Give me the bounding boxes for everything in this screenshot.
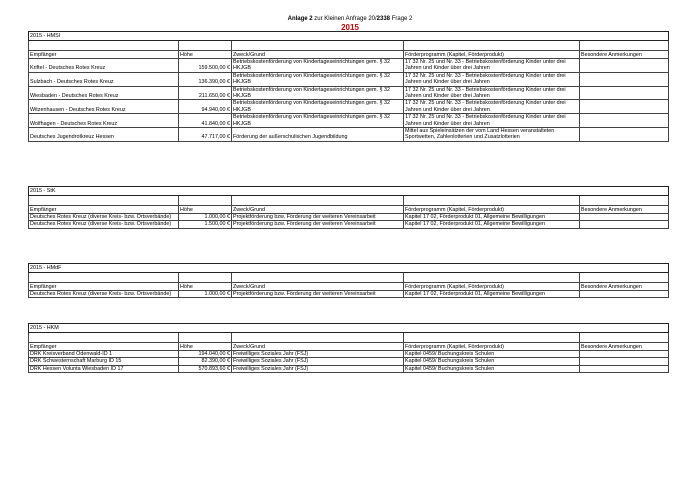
cell-notes [580,86,669,100]
table-row [29,365,669,372]
cell-amount: 1.000,00 € [179,291,232,298]
cell-purpose: Förderung der außerschulischen Jugendbildung [232,128,404,142]
cell-amount: 47.717,00 € [179,128,232,142]
table-row [29,214,669,221]
table-row [29,351,669,358]
section-title: 2015 - HMdF [29,264,669,273]
cell-purpose: Projektförderung bzw. Förderung der weiteren Vereinsarbeit [232,221,404,228]
cell-program: Kapitel 17 02, Förderprodukt 01, Allgemeine Bewilligungen [404,214,580,221]
cell-amount: 194.040,00 € [179,351,232,358]
section-table-hkm [28,323,669,373]
cell-recipient: Wiesbaden - Deutsches Rotes Kreuz [29,86,179,100]
table-row [29,86,669,100]
header-middle: zur Kleinen Anfrage 20/ [312,16,377,22]
cell-program: 17 32 Nr. 25 und Nr. 33 - Betriebskostenförderung Kinder unter drei Jahren und Kinder über drei Jahren [404,72,580,86]
cell-purpose: Betriebskostenförderung von Kindertageseinrichtungen gem. § 32 HKJGB [232,59,404,73]
cell-program: Kapitel 0459/ Buchungskreis Schulen [404,351,580,358]
section-title: 2015 - HMSI [29,32,669,41]
cell-program: Kapitel 17 02, Förderprodukt 01, Allgemeine Bewilligungen [404,221,580,228]
cell-program: Mittel aus Spieleinsätzen der vom Land Hessen veranstalteten Sportwetten, Zahlenlotterien und Zusatzlotterien [404,128,580,142]
col-header-recipient: Empfänger [29,343,179,351]
col-header-program: Förderprogramm (Kapitel, Förderprodukt) [404,51,580,59]
table-row [29,72,669,86]
cell-recipient: Kriftel - Deutsches Rotes Kreuz [29,59,179,73]
cell-recipient: Deutsches Jugendrotkreuz Hessen [29,128,179,142]
header-suffix: Frage 2 [390,16,413,22]
col-header-program: Förderprogramm (Kapitel, Förderprodukt) [404,206,580,214]
cell-purpose: Betriebskostenförderung von Kindertageseinrichtungen gem. § 32 HKJGB [232,86,404,100]
cell-purpose: Freiwilliges Soziales Jahr (FSJ) [232,365,404,372]
cell-recipient: Deutsches Rotes Kreuz (diverse Kreis- bzw. Ortsverbände) [29,221,179,228]
table-row [29,114,669,128]
section-table-stk [28,186,669,229]
cell-notes [580,72,669,86]
cell-purpose: Projektförderung bzw. Förderung der weiteren Vereinsarbeit [232,291,404,298]
cell-program: Kapitel 17 02, Förderprodukt 01, Allgemeine Bewilligungen [404,291,580,298]
col-header-recipient: Empfänger [29,283,179,291]
table-row [29,100,669,114]
table-row [29,59,669,73]
cell-amount: 211.650,00 € [179,86,232,100]
cell-program: 17 32 Nr. 25 und Nr. 33 - Betriebskostenförderung Kinder unter drei Jahren und Kinder über drei Jahren [404,100,580,114]
cell-purpose: Betriebskostenförderung von Kindertageseinrichtungen gem. § 32 HKJGB [232,114,404,128]
table-row [29,291,669,298]
col-header-amount: Höhe [179,206,232,214]
table-row [29,358,669,365]
document-header [0,15,700,23]
cell-program: Kapitel 0459/ Buchungskreis Schulen [404,358,580,365]
cell-notes [580,114,669,128]
cell-recipient: DRK Schwesternschaft Marburg ID 15 [29,358,179,365]
cell-program: Kapitel 0459/ Buchungskreis Schulen [404,365,580,372]
col-header-program: Förderprogramm (Kapitel, Förderprodukt) [404,283,580,291]
cell-recipient: Witzenhausen - Deutsches Rotes Kreuz [29,100,179,114]
cell-amount: 94.940,00 € [179,100,232,114]
cell-recipient: DRK Hessen Volunta Wiesbaden ID 17 [29,365,179,372]
cell-notes [580,100,669,114]
cell-purpose: Betriebskostenförderung von Kindertageseinrichtungen gem. § 32 HKJGB [232,72,404,86]
col-header-recipient: Empfänger [29,206,179,214]
cell-purpose: Freiwilliges Soziales Jahr (FSJ) [232,351,404,358]
col-header-notes: Besondere Anmerkungen [580,343,669,351]
section-table-hmsi [28,31,669,142]
cell-recipient: Deutsches Rotes Kreuz (diverse Kreis- bzw. Ortsverbände) [29,291,179,298]
col-header-notes: Besondere Anmerkungen [580,283,669,291]
cell-program: 17 32 Nr. 25 und Nr. 33 - Betriebskostenförderung Kinder unter drei Jahren und Kinder über drei Jahren [404,59,580,73]
col-header-notes: Besondere Anmerkungen [580,51,669,59]
cell-recipient: DRK Kreisverband Odenwald-ID 1 [29,351,179,358]
cell-notes [580,291,669,298]
col-header-purpose: Zweck/Grund [232,51,404,59]
cell-amount: 41.840,00 € [179,114,232,128]
col-header-notes: Besondere Anmerkungen [580,206,669,214]
cell-purpose: Betriebskostenförderung von Kindertageseinrichtungen gem. § 32 HKJGB [232,100,404,114]
cell-recipient: Sulzbach - Deutsches Rotes Kreuz [29,72,179,86]
cell-amount: 136.390,00 € [179,72,232,86]
col-header-purpose: Zweck/Grund [232,343,404,351]
cell-notes [580,221,669,228]
cell-amount: 1.500,00 € [179,221,232,228]
table-row [29,128,669,142]
header-number: 2338 [376,16,391,22]
cell-program: 17 32 Nr. 25 und Nr. 33 - Betriebskostenförderung Kinder unter drei Jahren und Kinder über drei Jahren [404,86,580,100]
cell-amount: 1.000,00 € [179,214,232,221]
cell-notes [580,351,669,358]
cell-amount: 570.893,60 € [179,365,232,372]
year-title: 2015 [341,23,359,32]
col-header-amount: Höhe [179,51,232,59]
header-prefix: Anlage 2 [287,16,313,22]
cell-amount: 82.390,00 € [179,358,232,365]
cell-notes [580,358,669,365]
col-header-recipient: Empfänger [29,51,179,59]
col-header-amount: Höhe [179,343,232,351]
section-title: 2015 - HKM [29,324,669,333]
col-header-program: Förderprogramm (Kapitel, Förderprodukt) [404,343,580,351]
section-title: 2015 - StK [29,187,669,196]
col-header-purpose: Zweck/Grund [232,206,404,214]
cell-notes [580,128,669,142]
cell-purpose: Freiwilliges Soziales Jahr (FSJ) [232,358,404,365]
cell-notes [580,365,669,372]
table-row [29,221,669,228]
cell-amount: 159.500,00 € [179,59,232,73]
cell-notes [580,59,669,73]
col-header-amount: Höhe [179,283,232,291]
cell-notes [580,214,669,221]
section-table-hmdf [28,263,669,298]
cell-recipient: Deutsches Rotes Kreuz (diverse Kreis- bzw. Ortsverbände) [29,214,179,221]
cell-purpose: Projektförderung bzw. Förderung der weiteren Vereinsarbeit [232,214,404,221]
col-header-purpose: Zweck/Grund [232,283,404,291]
cell-recipient: Wolfhagen - Deutsches Rotes Kreuz [29,114,179,128]
cell-program: 17 32 Nr. 25 und Nr. 33 - Betriebskostenförderung Kinder unter drei Jahren und Kinder über drei Jahren [404,114,580,128]
